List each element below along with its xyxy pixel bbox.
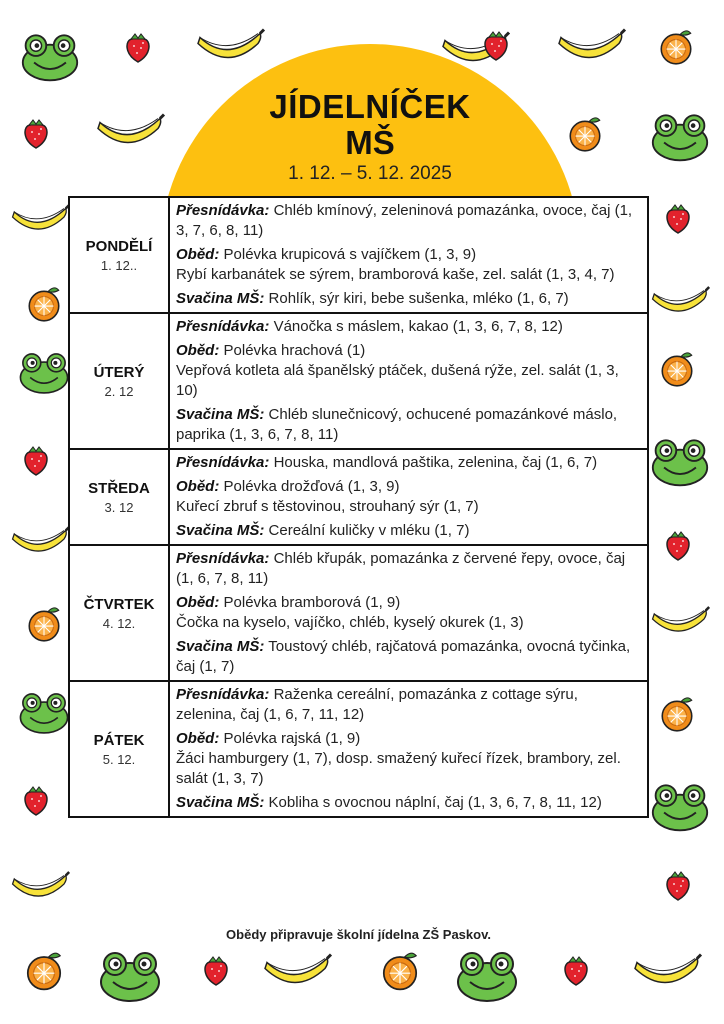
- meal-entry: [176, 729, 641, 789]
- meal-entry: [176, 453, 641, 473]
- frog-icon: [650, 105, 710, 165]
- meal-entry: [176, 793, 641, 813]
- meal-line: [176, 477, 641, 497]
- meal-line: [176, 593, 641, 613]
- meal-entry: [176, 593, 641, 633]
- menu-row: [69, 545, 648, 681]
- meal-line: [176, 497, 641, 517]
- meal-text: Chléb křupák, pomazánka z červené řepy, ovoce, čaj (1, 6, 7, 8, 11): [176, 550, 626, 587]
- frog-icon: [650, 430, 710, 490]
- meal-line: [176, 549, 641, 589]
- banana-icon: [262, 950, 332, 995]
- meal-entry: [176, 477, 641, 517]
- meal-entry: [176, 637, 641, 677]
- meal-label: Oběd:: [176, 246, 220, 263]
- day-date: 3. 12: [104, 499, 134, 515]
- meal-entry: [176, 405, 641, 445]
- day-cell: [69, 197, 169, 313]
- meal-text: Rybí karbanátek se sýrem, bramborová kaše, zel. salát (1, 3, 4, 7): [176, 266, 615, 283]
- meal-text: Raženka cereální, pomazánka z cottage sýru, zelenina, čaj (1, 6, 7, 11, 12): [176, 686, 578, 723]
- page-title: JÍDELNÍČEK: [269, 88, 471, 125]
- meal-line: [176, 265, 641, 285]
- day-date: 5. 12.: [102, 751, 136, 767]
- meal-text: Polévka hrachová (1): [223, 342, 366, 359]
- frog-icon: [98, 942, 162, 1006]
- meal-label: Oběd:: [176, 594, 220, 611]
- day-cell: [69, 681, 169, 817]
- orange-icon: [656, 28, 696, 68]
- meal-label: Svačina MŠ:: [176, 290, 265, 307]
- meal-label: Svačina MŠ:: [176, 638, 265, 655]
- meal-label: Oběd:: [176, 478, 220, 495]
- strawberry-icon: [200, 955, 232, 987]
- meal-line: [176, 613, 641, 633]
- meal-entry: [176, 549, 641, 589]
- frog-icon: [455, 942, 519, 1006]
- day-date: 4. 12.: [102, 615, 136, 631]
- page-subtitle: MŠ: [345, 124, 395, 161]
- menu-row: [69, 449, 648, 545]
- meal-label: Oběd:: [176, 342, 220, 359]
- meal-label: Přesnídávka:: [176, 550, 270, 567]
- strawberry-icon: [20, 445, 52, 477]
- meal-line: [176, 289, 641, 309]
- meal-text: Toustový chléb, rajčatová pomazánka, ovocná tyčinka, čaj (1, 7): [176, 638, 631, 675]
- orange-icon: [22, 950, 66, 994]
- day-cell: [69, 449, 169, 545]
- strawberry-icon: [20, 118, 52, 150]
- orange-icon: [657, 695, 697, 735]
- day-name: ČTVRTEK: [83, 595, 155, 613]
- banana-icon: [10, 520, 70, 565]
- meal-text: Vánočka s máslem, kakao (1, 3, 6, 7, 8, 12): [273, 318, 563, 335]
- meal-text: Chléb kmínový, zeleninová pomazánka, ovoce, čaj (1, 3, 7, 6, 8, 11): [176, 202, 633, 239]
- meal-label: Svačina MŠ:: [176, 406, 265, 423]
- strawberry-icon: [122, 32, 154, 64]
- day-date: 2. 12: [104, 383, 134, 399]
- meal-text: Polévka rajská (1, 9): [223, 730, 361, 747]
- day-name: ÚTERÝ: [93, 363, 145, 381]
- meal-line: [176, 729, 641, 749]
- meal-line: [176, 521, 641, 541]
- meal-text: Kobliha s ovocnou náplní, čaj (1, 3, 6, 7, 8, 11, 12): [268, 794, 602, 811]
- day-name: PÁTEK: [93, 731, 145, 749]
- meal-text: Žáci hamburgery (1, 7), dosp. smažený kuřecí řízek, brambory, zel. salát (1, 3, 7): [176, 750, 621, 787]
- date-range: 1. 12. – 5. 12. 2025: [288, 163, 452, 184]
- strawberry-icon: [662, 530, 694, 562]
- meal-line: [176, 749, 641, 789]
- frog-icon: [18, 685, 70, 737]
- meal-entry: [176, 289, 641, 309]
- day-name: PONDĚLÍ: [85, 237, 153, 255]
- menu-row: [69, 313, 648, 449]
- meal-line: [176, 453, 641, 473]
- orange-icon: [378, 950, 422, 994]
- menu-table: [68, 196, 649, 818]
- meal-text: Čočka na kyselo, vajíčko, chléb, kyselý okurek (1, 3): [176, 614, 524, 631]
- banana-icon: [95, 110, 165, 155]
- orange-icon: [24, 605, 64, 645]
- meals-cell: [169, 197, 648, 313]
- banana-icon: [650, 600, 710, 645]
- meals-cell: [169, 545, 648, 681]
- meal-line: [176, 201, 641, 241]
- meal-entry: [176, 341, 641, 401]
- meal-text: Cereální kuličky v mléku (1, 7): [268, 522, 470, 539]
- footer-note: Obědy připravuje školní jídelna ZŠ Paskov.: [226, 927, 491, 942]
- frog-icon: [20, 25, 80, 85]
- meal-line: [176, 361, 641, 401]
- meal-entry: [176, 521, 641, 541]
- meal-label: Svačina MŠ:: [176, 794, 265, 811]
- meal-text: Chléb slunečnicový, ochucené pomazánkové máslo, paprika (1, 3, 6, 7, 8, 11): [176, 406, 618, 443]
- day-name: STŘEDA: [88, 479, 150, 497]
- day-date: 1. 12..: [100, 257, 138, 273]
- banana-icon: [632, 950, 702, 995]
- meal-text: Kuřecí zbruf s těstovinou, strouhaný sýr (1, 7): [176, 498, 479, 515]
- banana-icon: [10, 198, 70, 243]
- menu-row: [69, 197, 648, 313]
- meal-text: Rohlík, sýr kiri, bebe sušenka, mléko (1, 6, 7): [268, 290, 569, 307]
- meals-cell: [169, 449, 648, 545]
- meal-text: Houska, mandlová paštika, zelenina, čaj (1, 6, 7): [273, 454, 598, 471]
- strawberry-icon: [560, 955, 592, 987]
- frog-icon: [650, 775, 710, 835]
- meal-entry: [176, 685, 641, 725]
- day-cell: [69, 313, 169, 449]
- meal-label: Přesnídávka:: [176, 686, 270, 703]
- banana-icon: [556, 25, 626, 70]
- banana-icon: [10, 865, 70, 910]
- meal-entry: [176, 245, 641, 285]
- meal-label: Svačina MŠ:: [176, 522, 265, 539]
- menu-row: [69, 681, 648, 817]
- meal-label: Oběd:: [176, 730, 220, 747]
- strawberry-icon: [662, 870, 694, 902]
- meals-cell: [169, 681, 648, 817]
- meal-entry: [176, 317, 641, 337]
- meal-text: Polévka bramborová (1, 9): [223, 594, 401, 611]
- day-cell: [69, 545, 169, 681]
- banana-icon: [195, 25, 265, 70]
- meal-line: [176, 685, 641, 725]
- meal-line: [176, 245, 641, 265]
- meal-label: Přesnídávka:: [176, 454, 270, 471]
- meal-line: [176, 793, 641, 813]
- strawberry-icon: [662, 203, 694, 235]
- meal-line: [176, 341, 641, 361]
- meal-text: Polévka krupicová s vajíčkem (1, 3, 9): [223, 246, 477, 263]
- strawberry-icon: [480, 30, 512, 62]
- meal-line: [176, 405, 641, 445]
- meal-text: Vepřová kotleta alá španělský ptáček, dušená rýže, zel. salát (1, 3, 10): [176, 362, 619, 399]
- meal-text: Polévka drožďová (1, 3, 9): [223, 478, 400, 495]
- orange-icon: [24, 285, 64, 325]
- meal-line: [176, 637, 641, 677]
- meal-label: Přesnídávka:: [176, 202, 270, 219]
- orange-icon: [657, 350, 697, 390]
- meals-cell: [169, 313, 648, 449]
- meal-label: Přesnídávka:: [176, 318, 270, 335]
- strawberry-icon: [20, 785, 52, 817]
- frog-icon: [18, 345, 70, 397]
- banana-icon: [650, 280, 710, 325]
- meal-entry: [176, 201, 641, 241]
- meal-line: [176, 317, 641, 337]
